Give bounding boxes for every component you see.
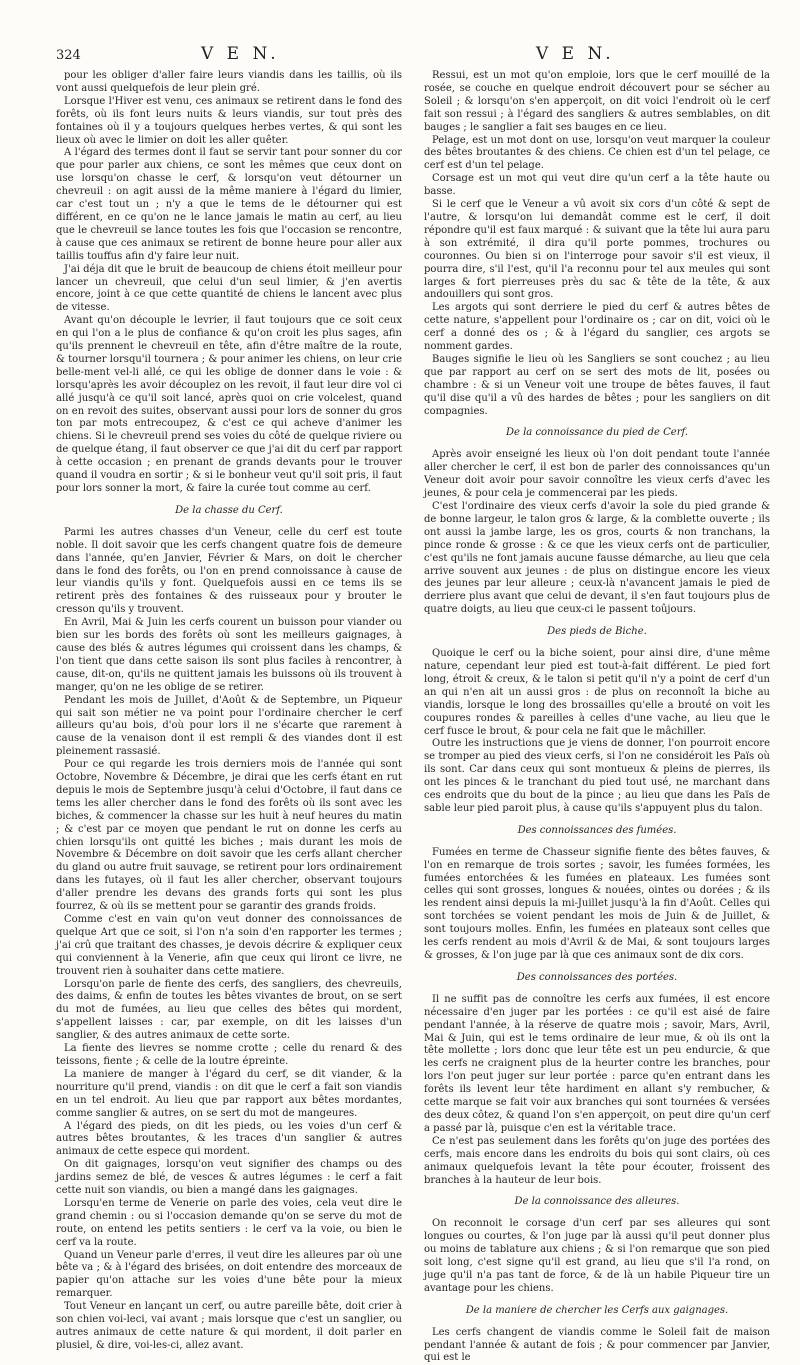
paragraph: On dit gaignages, lorsqu'on veut signifier des champs ou des jardins semez de blé, de vesces & autres légumes : le cerf a fait cette nuit son viandis, ou bien a mangé dans les gaignages.	[56, 1159, 402, 1197]
paragraph: Quand un Veneur parle d'erres, il veut dire les alleures par où une bête va ; & à l'égard des brisées, on doit entendre des morceaux de papier qu'on attache sur les voies d'une bête pour la mieux remarquer.	[56, 1249, 402, 1300]
running-header	[56, 40, 772, 70]
paragraph: Les argots qui sont derriere le pied du cerf & autres bêtes de cette nature, s'appellent pour l'ordinaire os ; car on dit, voici où le cerf a donné des os ; & à l'égard du sanglier, ces argots se nomment gardes.	[424, 302, 770, 353]
paragraph: Fumées en terme de Chasseur signifie fiente des bêtes fauves, & l'on en remarque de trois sortes ; savoir, les fumées formées, les fumées entorchées & les fumées en plateaux. Les fumées sont celles qui sont grosses, longues & nouées, ointes ou dorées ; & ils les rendent ainsi depuis la mi-Juillet jusqu'à la fin d'Août. Celles qui sont torchées se voient pendant les mois de Juin & de Juillet, & sont toujours molles. Enfin, les fumées en plateaux sont celles que les cerfs rendent au mois d'Avril & de Mai, & sont toujours larges & grosses, & l'on juge par là que ces animaux sont de dix cors.	[424, 846, 770, 961]
page-number: 324	[56, 48, 81, 63]
section-heading: Des connoissances des fumées.	[517, 824, 677, 836]
paragraph: A l'égard des termes dont il faut se servir tant pour sonner du cor que pour parler aux chiens, ce sont les mêmes que ceux dont on use lorsqu'on chasse le cerf, & lorsqu'on veut détourner un chevreuil : on agit aussi de la même maniere à l'égard du limier, car c'est tout un ; n'y a que le tems de le détourner qui est différent, en ce qu'on ne le lance jamais le matin au cerf, au lieu que le chevreuil se lance toutes les fois que l'occasion se rencontre, à cause que ces animaux se retirent de bonne heure pour aller aux taillis touffus afin d'y faire leur nuit.	[56, 147, 402, 262]
left-column	[56, 70, 402, 1365]
paragraph: Les cerfs changent de viandis comme le Soleil fait de maison pendant l'année & autant de fois ; & pour commencer par Janvier, qui est le	[424, 1326, 770, 1364]
paragraph: Bauges signifie le lieu où les Sangliers se sont couchez ; au lieu que par rapport au cerf on se sert des mots de lit, posées ou chambre : & si un Veneur voit une troupe de bêtes fauves, il faut qu'il dise qu'il a vû des hardes de bêtes ; pour les sangliers on dit compagnies.	[424, 353, 770, 417]
paragraph: Avant qu'on découple le levrier, il faut toujours que ce soit ceux en qui l'on a le plus de confiance & qu'on croit les plus sages, afin qu'ils prennent le chevreuil en tête, afin d'être maître de la route, & tourner lorsqu'il tournera ; & pour animer les chiens, on leur crie belle-ment vel-li allé, ce qui les oblige de donner dans le voie : & lorsqu'après les avoir découplez on les revoit, il faut leur dire vol ci allé jusqu'à ce qu'il soit lancé, après quoi on crie volcelest, quand on en revoit des suites, observant aussi pour lors de sonner du gros ton par mots entrecoupez, & c'est ce qui acheve d'animer les chiens. Si le chevreuil prend ses voies du côté de quelque riviere ou de quelque étang, il faut observer ce que j'ai dit du cerf par rapport à cette occasion ; en prenant de grands devants pour le trouver quand il voudra en sortir ; & si le bonheur veut qu'il soit pris, il faut pour lors sonner la mort, & faire la curée tout comme au cerf.	[56, 315, 402, 494]
paragraph: Quoique le cerf ou la biche soient, pour ainsi dire, d'une même nature, cependant leur pied est tout-à-fait différent. Le pied fort long, étroit & creux, & le talon si petit qu'il n'y a point de cerf d'un an qui n'en ait un aussi gros : de plus on reconnoît la biche au viandis, lorsque le long des brossailles qu'elle a brouté on voit les coupures rondes & pareilles à celles d'une vache, au lieu que le cerf fusce le brout, & pour cela ne fait que le mâchiller.	[424, 648, 770, 737]
paragraph: J'ai déja dit que le bruit de beaucoup de chiens étoit meilleur pour lancer un chevreuil, que celui d'un seul limier, & j'en avertis encore, joint à ce que cette quantité de chiens le lancent avec plus de vitesse.	[56, 263, 402, 314]
paragraph: En Avril, Mai & Juin les cerfs courent un buisson pour viander ou bien sur les bords des forêts où sont les meilleurs gaignages, à cause des blés & autres légumes qui croissent dans les champs, & l'on tient que dans cette saison ils sont plus faciles à rencontrer, à cause, dit-on, qu'ils ne quittent jamais les buissons où ils trouvent à manger, qu'on ne les oblige de se retirer.	[56, 617, 402, 693]
section-heading: Des pieds de Biche.	[547, 626, 647, 638]
paragraph: C'est l'ordinaire des vieux cerfs d'avoir la sole du pied grande & de bonne largeur, le talon gros & large, & la comblette ouverte ; ils ont aussi la jambe large, les os gros, courts & non tranchans, la pince ronde & grosse : & ce que les vieux cerfs ont de particulier, c'est qu'ils ne font jamais aucune fausse démarche, au lieu que cela arrive souvent aux jeunes : de plus on distingue encore les vieux des jeunes par leur alleure ; ceux-là n'avancent jamais le pied de derriere plus avant que celui de devant, il s'en faut toujours plus de quatre doigts, au lieu que ceux-ci le passent toûjours.	[424, 501, 770, 616]
paragraph: Comme c'est en vain qu'on veut donner des connoissances de quelque Art que ce soit, si l'on n'a soin d'en rapporter les termes ; j'ai crû que traitant des chasses, je devois décrire & expliquer ceux qui conviennent à la Venerie, afin que ceux qui liront ce livre, ne trouvent rien à souhaiter dans cette matiere.	[56, 914, 402, 977]
paragraph: Si le cerf que le Veneur a vû avoit six cors d'un côté & sept de l'autre, & lorsqu'on lui demandât comme est le cerf, il doit répondre qu'il est faux marqué : & suivant que la tête lui aura paru à son extrémité, il dira qu'il porte pommes, trochures ou couronnes. Ou bien si on l'interroge pour savoir s'il est vieux, il pourra dire, s'il l'est, qu'il l'a reconnu pour tel aux meules qui sont larges & fort pierreuses près du sac & tête de la tête, & aux andouillers qui sont gros.	[424, 199, 770, 301]
paragraph: Parmi les autres chasses d'un Veneur, celle du cerf est toute noble. Il doit savoir que les cerfs changent quatre fois de demeure dans l'année, qu'en Janvier, Février & Mars, on doit le chercher dans le fond des forêts, ou l'on en prend connoissance à cause de leur viandis qu'ils y font. Quelquefois aussi en ce tems ils se retirent près des fontaines & des ruisseaux pour y brouter le cresson qu'ils y trouvent.	[56, 526, 402, 616]
paragraph: On reconnoit le corsage d'un cerf par ses alleures qui sont longues ou courtes, & l'on juge par là aussi qu'il peut donner plus ou moins de tablature aux chiens ; & si l'on remarque que son pied soit long, c'est signe qu'il est grand, au lieu que s'il l'a rond, on juge qu'il n'a pas tant de force, & de là un habile Piqueur tire un avantage pour les chiens.	[424, 1218, 770, 1294]
paragraph: Lorsqu'on parle de fiente des cerfs, des sangliers, des chevreuils, des daims, & enfin de toutes les bêtes vivantes de brout, on se sert du mot de fumées, au lieu que celles des bêtes qui mordent, s'appellent laisses : car, par exemple, on dit les laisses d'un sanglier, & des autres animaux de cette sorte.	[56, 978, 402, 1042]
section-heading: De la connoissance du pied de Cerf.	[505, 427, 689, 439]
paragraph: Il ne suffit pas de connoître les cerfs aux fumées, il est encore nécessaire d'en juger par les portées : ce qu'il est aisé de faire pendant l'année, à la réserve de quatre mois ; savoir, Mars, Avril, Mai & Juin, qui est le tems ordinaire de leur mue, & où ils ont la tête mollette ; lors donc que leur tête est un peu endurcie, & que les cerfs ne craignent plus de la heurter contre les branches, pour lors l'on peut juger sur leur portée : parce qu'en entrant dans les forêts ils levent leur tête hardiment en allant s'y rembucher, & cette marque se fait voir aux branches qui sont tournées & versées des deux côtez, & quand l'on s'en apperçoit, on peut dire qu'un cerf a passé par là, puisque c'en est la véritable trace.	[424, 993, 770, 1134]
paragraph: Pelage, est un mot dont on use, lorsqu'on veut marquer la couleur des bêtes broutantes & des chiens. Ce chien est d'un tel pelage, ce cerf est d'un tel pelage.	[424, 134, 770, 172]
paragraph: Outre les instructions que je viens de donner, l'on pourroit encore se tromper au pied des vieux cerfs, si l'on ne considéroit les Païs où ils sont. Car dans ceux qui sont montueux & pleins de pierres, ils ont les pinces & le tranchant du pied tout usé, ne marchant dans ces endroits que du bout de la pince ; au lieu que dans les Païs de sable leur pied paroit plus, à cause qu'ils s'appuyent plus du talon.	[424, 738, 770, 814]
left-running-head: V E N.	[201, 44, 280, 64]
right-running-head: V E N.	[536, 44, 615, 64]
section-heading: De la maniere de chercher les Cerfs aux gaignages.	[465, 1304, 729, 1316]
paragraph: La fiente des lievres se nomme crotte ; celle du renard & des teissons, fiente ; & celle de la loutre épreinte.	[56, 1043, 402, 1067]
paragraph: Ressui, est un mot qu'on emploie, lors que le cerf mouillé de la rosée, se couche en quelque endroit découvert pour se sécher au Soleil ; & lorsqu'on s'en apperçoit, on dit voici l'endroit où le cerf fait son ressui ; à l'égard des sangliers & autres semblables, on dit bauges ; le sanglier a fait ses bauges en ce lieu.	[424, 70, 770, 133]
paragraph: A l'égard des pieds, on dit les pieds, ou les voies d'un cerf & autres bêtes broutantes, & les traces d'un sanglier & autres animaux de cette espece qui mordent.	[56, 1120, 402, 1158]
right-column	[424, 70, 770, 1365]
paragraph: Ce n'est pas seulement dans les forêts qu'on juge des portées des cerfs, mais encore dans les endroits du bois qui sont clairs, où ces animaux quelquefois levant la tête pour écouter, froissent des branches à la hauteur de leur bois.	[424, 1135, 770, 1186]
paragraph: Lorsqu'en terme de Venerie on parle des voies, cela veut dire le grand chemin : ou si l'occasion demande qu'on se serve du mot de route, on entend les petits sentiers : le cerf va la voie, ou bien le cerf va la route.	[56, 1197, 402, 1248]
paragraph: Après avoir enseigné les lieux où l'on doit pendant toute l'année aller chercher le cerf, il est bon de parler des connoissances qu'un Veneur doit avoir pour savoir connoître les vieux cerfs d'avec les jeunes, & pour cela je commencerai par les pieds.	[424, 449, 770, 500]
text-columns	[56, 70, 772, 1365]
section-heading: De la chasse du Cerf.	[175, 504, 283, 516]
section-heading: De la connoissance des alleures.	[514, 1196, 680, 1208]
paragraph: Pendant les mois de Juillet, d'Août & de Septembre, un Piqueur qui sait son métier ne va point pour l'ordinaire chercher le cerf ailleurs qu'au bois, d'où pour lors il ne s'écarte que rarement à cause de la venaison dont il est rempli & des viandes dont il est pleinement rassasié.	[56, 694, 402, 758]
paragraph: Lorsque l'Hiver est venu, ces animaux se retirent dans le fond des forêts, où ils font leurs nuits & leurs viandis, sur tout près des fontaines où il y a toujours quelques herbes vertes, & qui sont les lieux où avec le limier on doit les aller quêter.	[56, 95, 402, 146]
paragraph: pour les obliger d'aller faire leurs viandis dans les taillis, où ils vont aussi quelquefois de leur plein gré.	[56, 70, 402, 94]
paragraph: Corsage est un mot qui veut dire qu'un cerf a la tête haute ou basse.	[424, 173, 770, 198]
paragraph: Tout Veneur en lançant un cerf, ou autre pareille bête, doit crier à son chien voi-leci, vai avant ; mais lorsque que c'est un sanglier, ou autres animaux de cette nature & qui mordent, il doit parler en plusiel, & dire, voi-les-ci, allez avant.	[56, 1301, 402, 1351]
section-heading: Des connoissances des portées.	[516, 971, 678, 983]
paragraph: Pour ce qui regarde les trois derniers mois de l'année qui sont Octobre, Novembre & Décembre, je dirai que les cerfs étant en rut depuis le mois de Septembre jusqu'à celui d'Octobre, il faut dans ce tems les aller chercher dans le fond des forêts où ils sont avec les biches, & commencer la chasse sur les huit à neuf heures du matin ; & c'est par ce moyen que pendant le rut on donne les cerfs au chien lorsqu'ils ont quitté les biches ; mais durant les mois de Novembre & Décembre on doit savoir que les cerfs allant chercher du gland ou autre fruit sauvage, se retirent pour lors ordinairement dans les futayes, où il faut les aller chercher, observant toujours d'aller prendre les devans des grands forts qui sont les plus fourrez, & où ils se mettent pour se garantir des grands froids.	[56, 759, 402, 913]
paragraph: La maniere de manger à l'égard du cerf, se dit viander, & la nourriture qu'il prend, viandis : on dit que le cerf a fait son viandis en un tel endroit. Au lieu que par rapport aux bêtes mordantes, comme sanglier & autres, on se sert du mot de mangeures.	[56, 1068, 402, 1119]
